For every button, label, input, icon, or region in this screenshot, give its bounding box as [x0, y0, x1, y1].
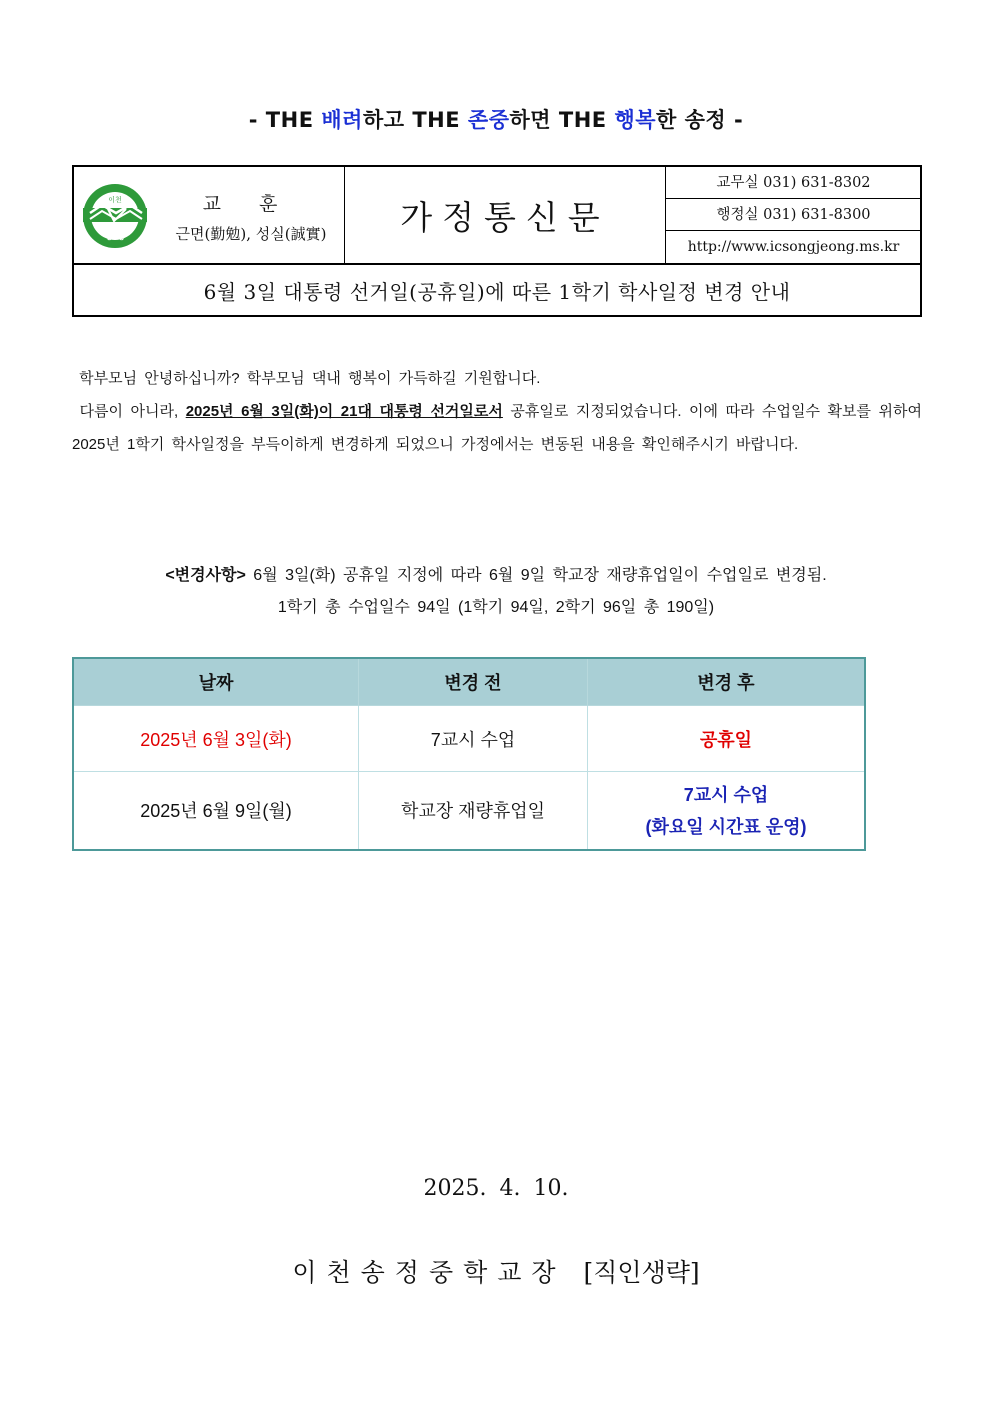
school-motto-cell: [74, 167, 345, 263]
column-header-date: 날짜: [73, 658, 359, 706]
school-slogan: [0, 104, 992, 134]
notice-emphasis: 2025년 6월 3일(화)이 21대 대통령 선거일로서: [185, 403, 503, 420]
greeting-paragraph: [72, 362, 922, 395]
motto-text: 근면(勤勉), 성실(誠實): [175, 225, 327, 243]
slogan-highlight-happiness: 행복: [614, 108, 657, 132]
schedule-change-table: [72, 657, 866, 851]
letter-subject: 6월 3일 대통령 선거일(공휴일)에 따른 1학기 학사일정 변경 안내: [203, 279, 791, 304]
admin-office-phone: 행정실 031) 631-8300: [666, 199, 921, 231]
greeting-text: 학부모님 안녕하십니까? 학부모님 댁내 행복이 가득하길 기원합니다.: [79, 370, 541, 387]
letter-body: [72, 362, 922, 461]
logo-top-text: 이천: [108, 196, 122, 204]
slogan-highlight-care: 배려: [321, 108, 363, 132]
table-header-row: [73, 658, 865, 706]
change-notice-line1: [0, 562, 992, 585]
row-after-line1: 7교시 수업: [683, 784, 769, 805]
motto-title: 교 훈: [202, 193, 294, 215]
column-header-before: 변경 전: [359, 658, 588, 706]
row-before: 7교시 수업: [359, 706, 588, 772]
row-date: 2025년 6월 3일(화): [73, 706, 359, 772]
teachers-office-phone: 교무실 031) 631-8302: [666, 167, 921, 199]
slogan-text: 하면 THE: [509, 108, 615, 132]
signer-name: 이천송정중학교장: [292, 1258, 566, 1287]
letter-date: 2025. 4. 10.: [423, 1176, 569, 1201]
seal-note: [직인생략]: [583, 1258, 700, 1287]
table-row: [73, 706, 865, 772]
slogan-highlight-respect: 존중: [467, 108, 510, 132]
contact-info: [665, 167, 921, 263]
header-top-row: [74, 167, 920, 265]
notice-text-start: 다름이 아니라,: [79, 403, 186, 420]
signer: [0, 1253, 992, 1289]
document-title: 가정통신문: [400, 197, 610, 237]
slogan-text: 한 송정 -: [656, 108, 744, 132]
school-website-link[interactable]: http://www.icsongjeong.ms.kr: [687, 239, 900, 255]
row-date: 2025년 6월 9일(월): [73, 772, 359, 851]
row-after: [588, 772, 866, 851]
row-after-line2: (화요일 시간표 운영): [645, 816, 807, 837]
letter-header: [72, 165, 922, 317]
change-notice-line2: 1학기 총 수업일수 94일 (1학기 94일, 2학기 96일 총 190일): [277, 599, 715, 616]
row-before: 학교장 재량휴업일: [359, 772, 588, 851]
slogan-text: - THE: [248, 108, 322, 132]
notice-paragraph: [72, 395, 922, 461]
change-notice-label: <변경사항>: [165, 567, 246, 584]
table-row: [73, 772, 865, 851]
school-logo-icon: [82, 183, 148, 249]
notice-text-end: 공휴일로 지정되었습니다. 이에 따라 수업일수 확보를 위하여 2025년 1학기 학사일정을 부득이하게 변경하게 되었으니 가정에서는 변동된 내용을 확인해주시기 바랍니다.: [72, 403, 922, 453]
logo-bottom-text: 송 정: [105, 232, 125, 242]
row-after: 공휴일: [588, 706, 866, 772]
column-header-after: 변경 후: [588, 658, 866, 706]
slogan-text: 하고 THE: [362, 108, 468, 132]
change-notice-text: 6월 3일(화) 공휴일 지정에 따라 6월 9일 학교장 재량휴업일이 수업일로 변경됨.: [245, 567, 827, 584]
